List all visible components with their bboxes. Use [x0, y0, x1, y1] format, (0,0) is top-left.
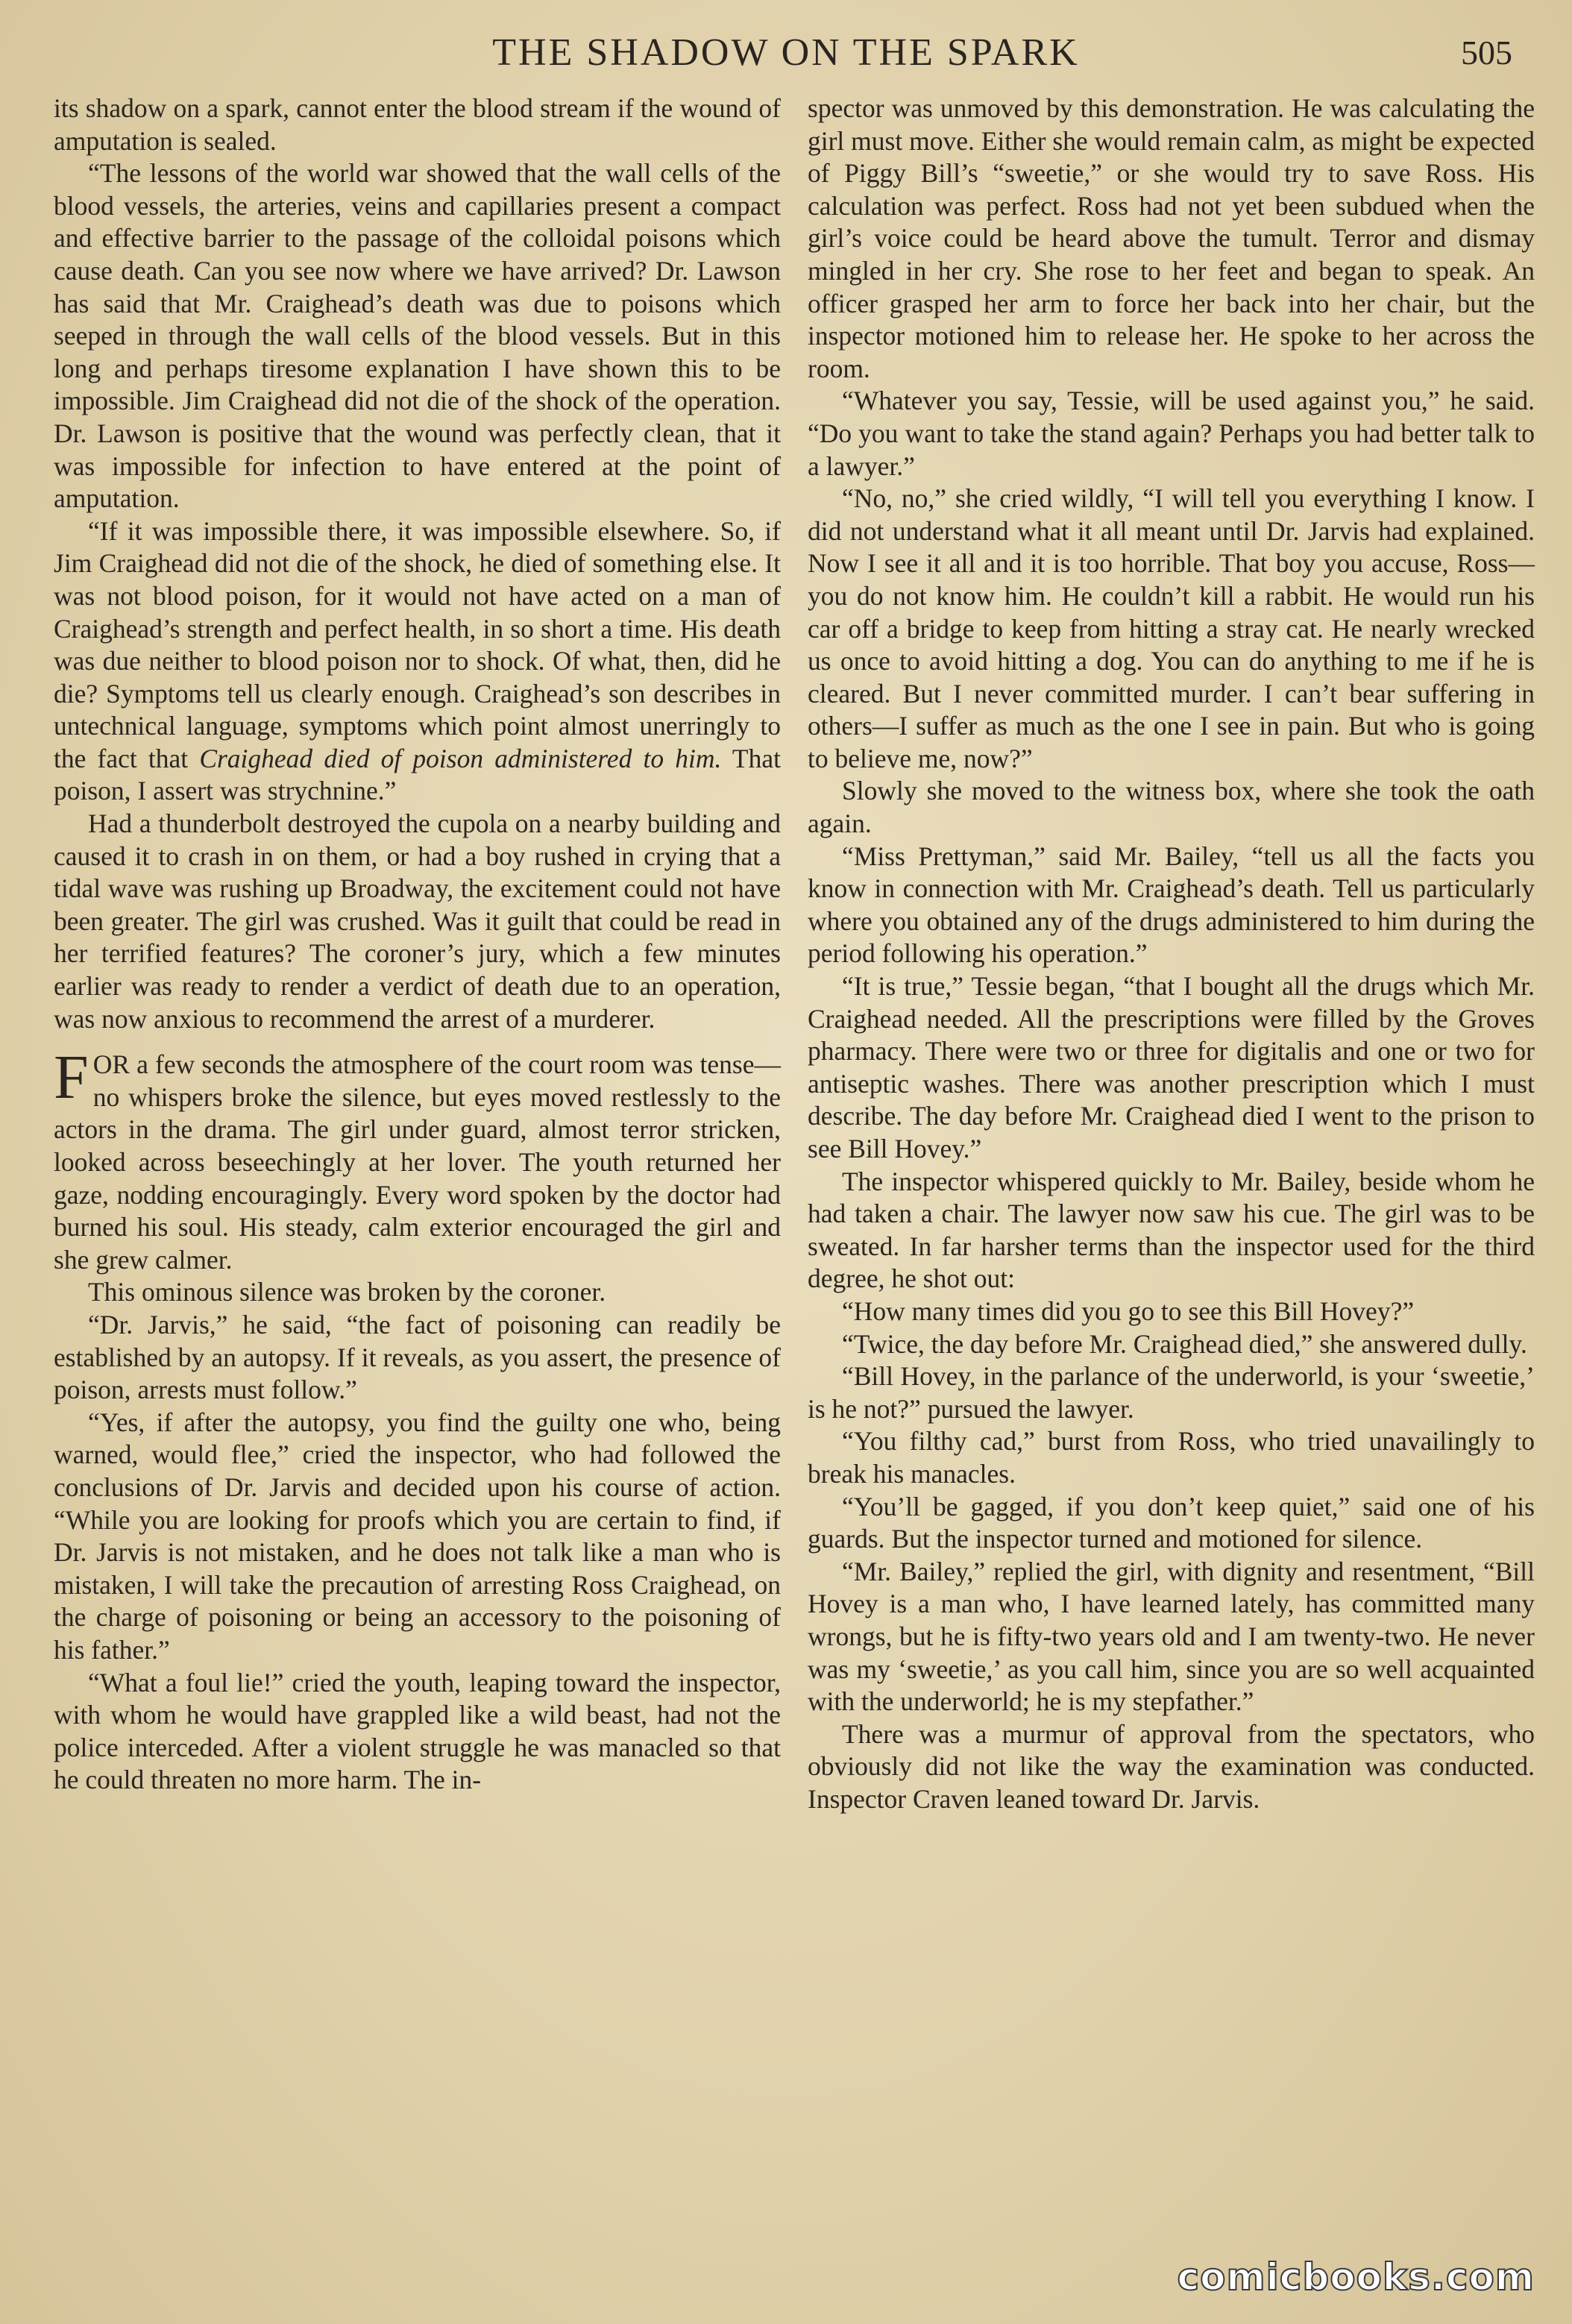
drop-cap: F: [54, 1043, 89, 1113]
paragraph-text: OR a few seconds the atmosphere of the court room was tense—no whispers broke the silence, but eyes moved restlessly to the actors in the drama. The girl under guard, almost terror stricken, looked across beseechingly at her lover. The youth returned her gaze, nodding encouragingly. Every word spoken by the doctor had burned his soul. His steady, calm exterior encouraged the girl and she grew calmer.: [54, 1049, 781, 1275]
paragraph: “It is true,” Tessie began, “that I bought all the drugs which Mr. Craighead needed. All the prescriptions were filled by the Groves pharmacy. There were two or three for digitalis and one or two for antiseptic washes. There was another prescription which I must describe. The day before Mr. Craighead died I went to the prison to see Bill Hovey.”: [808, 971, 1535, 1163]
paragraph: “Whatever you say, Tessie, will be used against you,” he said. “Do you want to take the stand again? Perhaps you had better talk to a lawyer.”: [808, 386, 1535, 481]
paragraph: [54, 515, 781, 808]
section-opening-paragraph: [54, 1043, 781, 1276]
paragraph-text: That poison, I assert was strychnine.”: [54, 743, 781, 806]
paragraph: “The lessons of the world war showed that the wall cells of the blood vessels, the arteries, veins and capillaries present a compact and effective barrier to the passage of the colloidal poisons which cause death. Can you see now where we have arrived? Dr. Lawson has said that Mr. Craighead’s death was due to poisons which seeped in through the wall cells of the blood vessels. But in this long and perhaps tiresome explanation I have shown this to be impossible. Jim Craighead did not die of the shock of the operation. Dr. Lawson is positive that the wound was perfectly clean, that it was impossible for infection to have entered at the point of amputation.: [54, 158, 781, 514]
paragraph: “Bill Hovey, in the parlance of the underworld, is your ‘sweetie,’ is he not?” pursued the lawyer.: [808, 1361, 1535, 1424]
paragraph: its shadow on a spark, cannot enter the blood stream if the wound of amputation is sealed.: [54, 93, 781, 156]
paragraph: This ominous silence was broken by the coroner.: [88, 1277, 606, 1307]
page-number: 505: [1461, 34, 1512, 72]
paragraph: The inspector whispered quickly to Mr. Bailey, beside whom he had taken a chair. The lawyer now saw his cue. The girl was to be sweated. In far harsher terms than the inspector used for the third degree, he shot out:: [808, 1166, 1535, 1294]
italic-emphasis: Craighead died of poison administered to him.: [199, 743, 722, 773]
watermark: comicbooks.com: [1177, 2255, 1535, 2299]
paragraph: “You’ll be gagged, if you don’t keep quiet,” said one of his guards. But the inspector turned and motioned for silence.: [808, 1491, 1535, 1554]
running-title: THE SHADOW ON THE SPARK: [492, 31, 1080, 74]
paragraph: spector was unmoved by this demonstration. He was calculating the girl must move. Either she would remain calm, as might be expected of Piggy Bill’s “sweetie,” or she would try to save Ross. His calculation was perfect. Ross had not yet been subdued when the girl’s voice could be heard above the tumult. Terror and dismay mingled in her cry. She rose to her feet and began to speak. An officer grasped her arm to force her back into her chair, but the inspector motioned him to release her. He spoke to her across the room.: [808, 93, 1535, 383]
paragraph-text: “If it was impossible there, it was impossible elsewhere. So, if Jim Craighead did not die of the shock, he died of something else. It was not blood poison, for it would not have acted on a man of Craighead’s strength and perfect health, in so short a time. His death was due neither to blood poison nor to shock. Of what, then, did he die? Symptoms tell us clearly enough. Craighead’s son describes in untechnical language, symptoms which point almost unerringly to the fact that: [54, 515, 781, 773]
page-header: [0, 27, 1572, 79]
paragraph: “Yes, if after the autopsy, you find the guilty one who, being warned, would flee,” cried the inspector, who had followed the conclusions of Dr. Jarvis and decided upon his course of action. “While you are looking for proofs which you are certain to find, if Dr. Jarvis is not mistaken, and he does not talk like a man who is mistaken, I will take the precaution of arresting Ross Craighead, on the charge of poisoning or being an accessory to the poisoning of his father.”: [54, 1407, 781, 1665]
paragraph: “Mr. Bailey,” replied the girl, with dignity and resentment, “Bill Hovey is a man who, I have learned lately, has committed many wrongs, but he is fifty-two years old and I am twenty-two. He never was my ‘sweetie,’ as you call him, since you are so well acquainted with the underworld; he is my stepfather.”: [808, 1556, 1535, 1717]
paragraph: “No, no,” she cried wildly, “I will tell you everything I know. I did not understand what it all meant until Dr. Jarvis had explained. Now I see it all and it is too horrible. That boy you accuse, Ross—you do not know him. He couldn’t kill a rabbit. He would run his car off a bridge to keep from hitting a stray cat. He nearly wrecked us once to avoid hitting a dog. You can do anything to me if he is cleared. But I never committed murder. I can’t bear suffering in others—I suffer as much as the one I see in pain. But who is going to believe me, now?”: [808, 483, 1535, 773]
paragraph: Had a thunderbolt destroyed the cupola on a nearby building and caused it to crash in on them, or had a boy rushed in crying that a tidal wave was rushing up Broadway, the excitement could not have been greater. The girl was crushed. Was it guilt that could be read in her terrified features? The coroner’s jury, which a few minutes earlier was ready to render a verdict of death due to an operation, was now anxious to recommend the arrest of a murderer.: [54, 808, 781, 1034]
left-column: [54, 92, 781, 1797]
paragraph: Slowly she moved to the witness box, where she took the oath again.: [808, 776, 1535, 839]
paragraph: “Twice, the day before Mr. Craighead died,” she answered dully.: [842, 1328, 1527, 1359]
paragraph: “Dr. Jarvis,” he said, “the fact of poisoning can readily be established by an autopsy. If it reveals, as you assert, the presence of poison, arrests must follow.”: [54, 1309, 781, 1405]
paragraph: “What a foul lie!” cried the youth, leaping toward the inspector, with whom he would have grappled like a wild beast, had not the police interceded. After a violent struggle he was manacled so that he could threaten no more harm. The in-: [54, 1667, 781, 1795]
paragraph: “How many times did you go to see this Bill Hovey?”: [842, 1296, 1415, 1326]
paragraph: There was a murmur of approval from the spectators, who obviously did not like the way the examination was conducted. Inspector Craven leaned toward Dr. Jarvis.: [808, 1718, 1535, 1814]
paragraph: “You filthy cad,” burst from Ross, who tried unavailingly to break his manacles.: [808, 1426, 1535, 1489]
right-column: [808, 92, 1535, 1815]
paragraph: “Miss Prettyman,” said Mr. Bailey, “tell us all the facts you know in connection with Mr. Craighead’s death. Tell us particularly where you obtained any of the drugs administered to him during the period following his operation.”: [808, 841, 1535, 969]
